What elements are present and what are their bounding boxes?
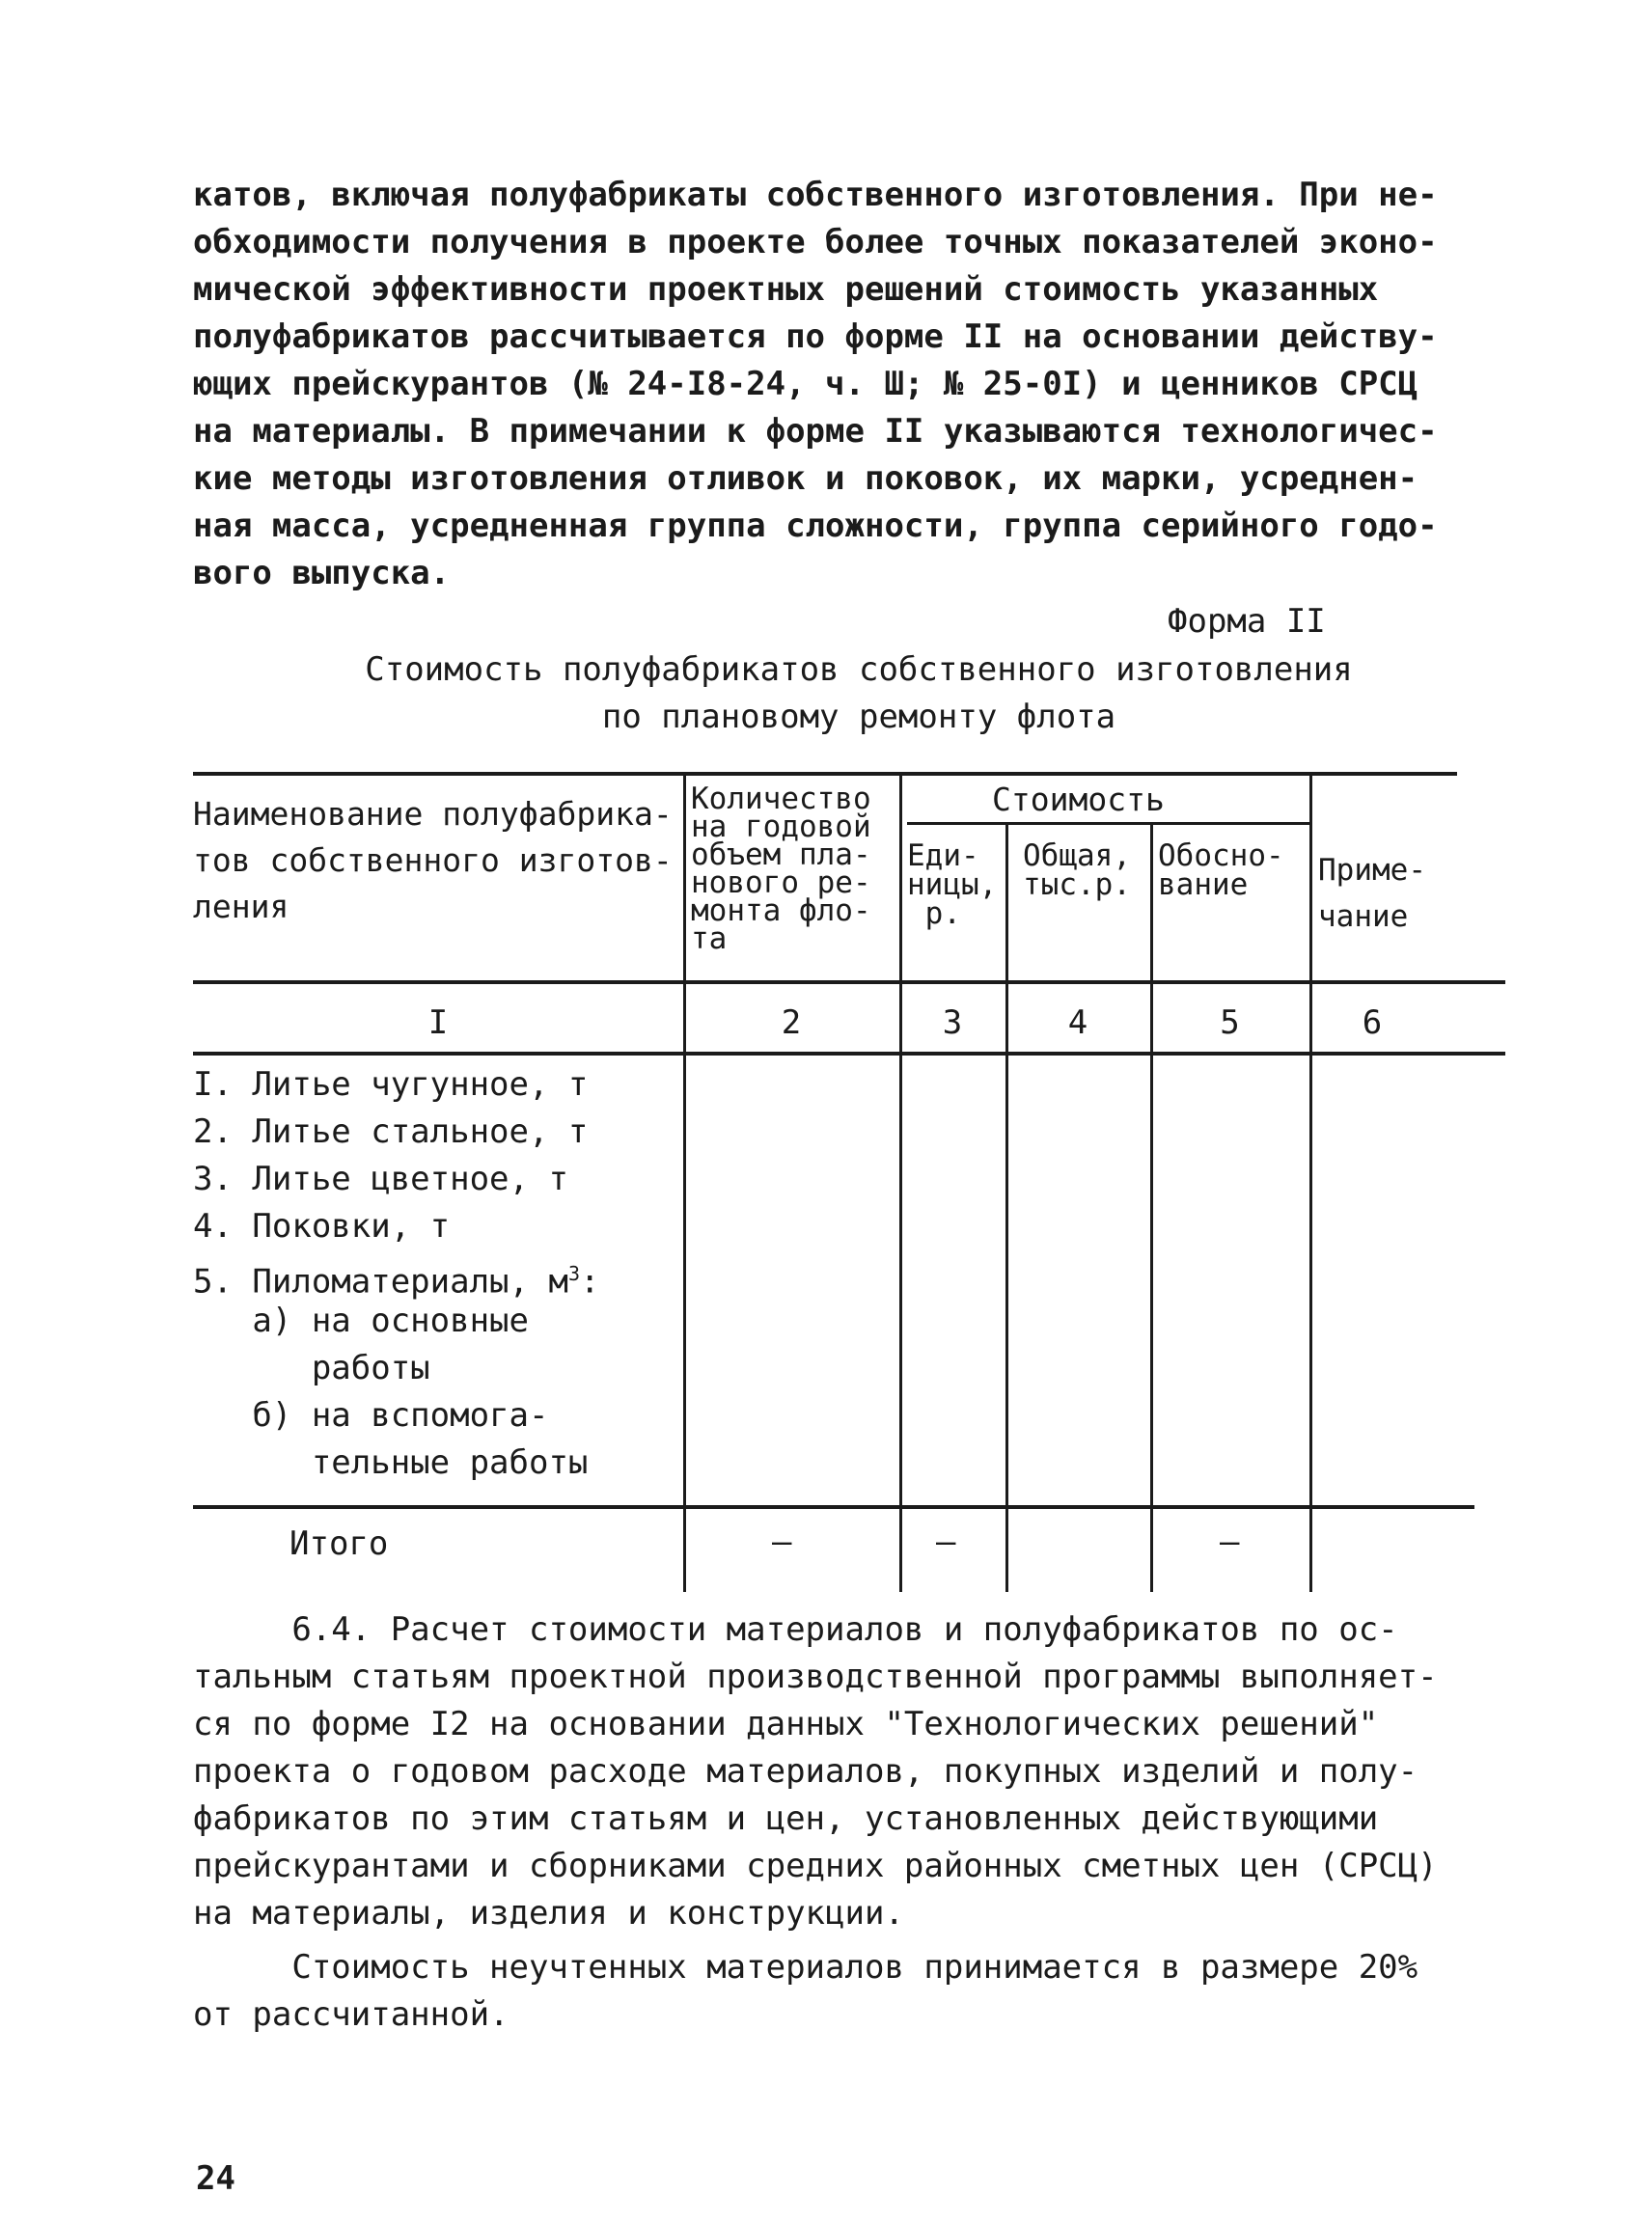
column-divider (683, 772, 686, 1592)
total-unit-dash: – (936, 1522, 956, 1561)
header-note: Приме- чание (1318, 853, 1426, 934)
text-line: от рассчитанной. (193, 1995, 509, 2034)
table-row: тельные работы (193, 1443, 589, 1482)
column-number: 4 (1067, 1003, 1088, 1042)
table-top-rule (193, 772, 1457, 776)
header-basis: Обосно- вание (1158, 838, 1284, 902)
body-paragraph-2 (193, 1944, 1428, 2039)
column-number: I (427, 1003, 449, 1042)
column-number: 2 (781, 1003, 802, 1042)
column-divider (899, 772, 902, 1592)
row-suffix: : (579, 1262, 600, 1302)
text-line: ся по форме I2 на основании данных "Технологических решений" (193, 1705, 1379, 1743)
total-row-label: Итого (289, 1524, 389, 1563)
column-divider (1005, 824, 1008, 1592)
text-line: ющих прейскурантов (№ 24-I8-24, ч. Ш; № 25-0I) и ценников СРСЦ (193, 365, 1418, 403)
row-label: 5. Пиломатериалы, м (193, 1262, 568, 1302)
header-unit: Еди- ницы, р. (907, 838, 998, 931)
unit-superscript: 3 (567, 1262, 580, 1285)
form-title (193, 646, 1525, 741)
total-basis-dash: – (1220, 1522, 1240, 1561)
text-line: проекта о годовом расходе материалов, покупных изделий и полу- (193, 1752, 1418, 1791)
header-quantity: Количество на годовой объем пла- нового ре- монта фло- та (691, 782, 871, 956)
header-total: Общая, тыс.р. (1023, 838, 1131, 902)
form-title-line: Стоимость полуфабрикатов собственного изготовления (365, 650, 1353, 689)
text-line: прейскурантами и сборниками средних районных сметных цен (СРСЦ) (193, 1847, 1438, 1885)
text-line: тальным статьям проектной производственной программы выполняет- (193, 1658, 1438, 1696)
column-number: 3 (942, 1003, 963, 1042)
header-name: Наименование полуфабрика- тов собственного изготов- ления (193, 795, 673, 925)
text-line: полуфабрикатов рассчитывается по форме II на основании действу- (193, 317, 1438, 356)
cost-table (193, 772, 1505, 1592)
page-number: 24 (196, 2159, 235, 2198)
cost-header-rule (907, 822, 1310, 825)
table-row: I. Литье чугунное, т (193, 1065, 589, 1104)
column-number: 6 (1362, 1003, 1383, 1042)
body-paragraph (193, 1606, 1438, 1937)
text-line: вого выпуска. (193, 554, 451, 592)
column-number: 5 (1220, 1003, 1240, 1042)
text-line: кие методы изготовления отливок и поковок, их марки, усреднен- (193, 459, 1418, 498)
intro-paragraph (193, 172, 1438, 597)
table-row: работы (193, 1349, 430, 1387)
column-numbers-rule (193, 1052, 1505, 1056)
form-label: Форма II (1168, 602, 1326, 641)
table-row: б) на вспомога- (193, 1396, 549, 1435)
table-row: а) на основные (193, 1302, 529, 1340)
text-line: 6.4. Расчет стоимости материалов и полуфабрикатов по ос- (193, 1610, 1398, 1649)
table-row: 3. Литье цветное, т (193, 1160, 568, 1198)
total-quantity-dash: – (772, 1522, 792, 1561)
table-row: 2. Литье стальное, т (193, 1112, 589, 1151)
text-line: катов, включая полуфабрикаты собственного изготовления. При не- (193, 176, 1438, 214)
text-line: на материалы. В примечании к форме II указываются технологичес- (193, 412, 1438, 451)
header-bottom-rule (193, 980, 1505, 984)
text-line: мической эффективности проектных решений стоимость указанных (193, 270, 1379, 309)
table-row: 4. Поковки, т (193, 1207, 451, 1246)
text-line: ная масса, усредненная группа сложности, группа серийного годо- (193, 507, 1438, 545)
form-title-line: по плановому ремонту флота (601, 698, 1116, 736)
header-cost: Стоимость (992, 781, 1165, 818)
column-divider (1309, 772, 1312, 1592)
text-line: фабрикатов по этим статьям и цен, установленных действующими (193, 1799, 1379, 1838)
text-line: на материалы, изделия и конструкции. (193, 1894, 904, 1933)
rows-bottom-rule (193, 1505, 1474, 1509)
column-divider (1150, 824, 1153, 1592)
text-line: обходимости получения в проекте более точных показателей эконо- (193, 223, 1438, 261)
text-line: Стоимость неучтенных материалов принимается в размере 20% (193, 1948, 1418, 1987)
